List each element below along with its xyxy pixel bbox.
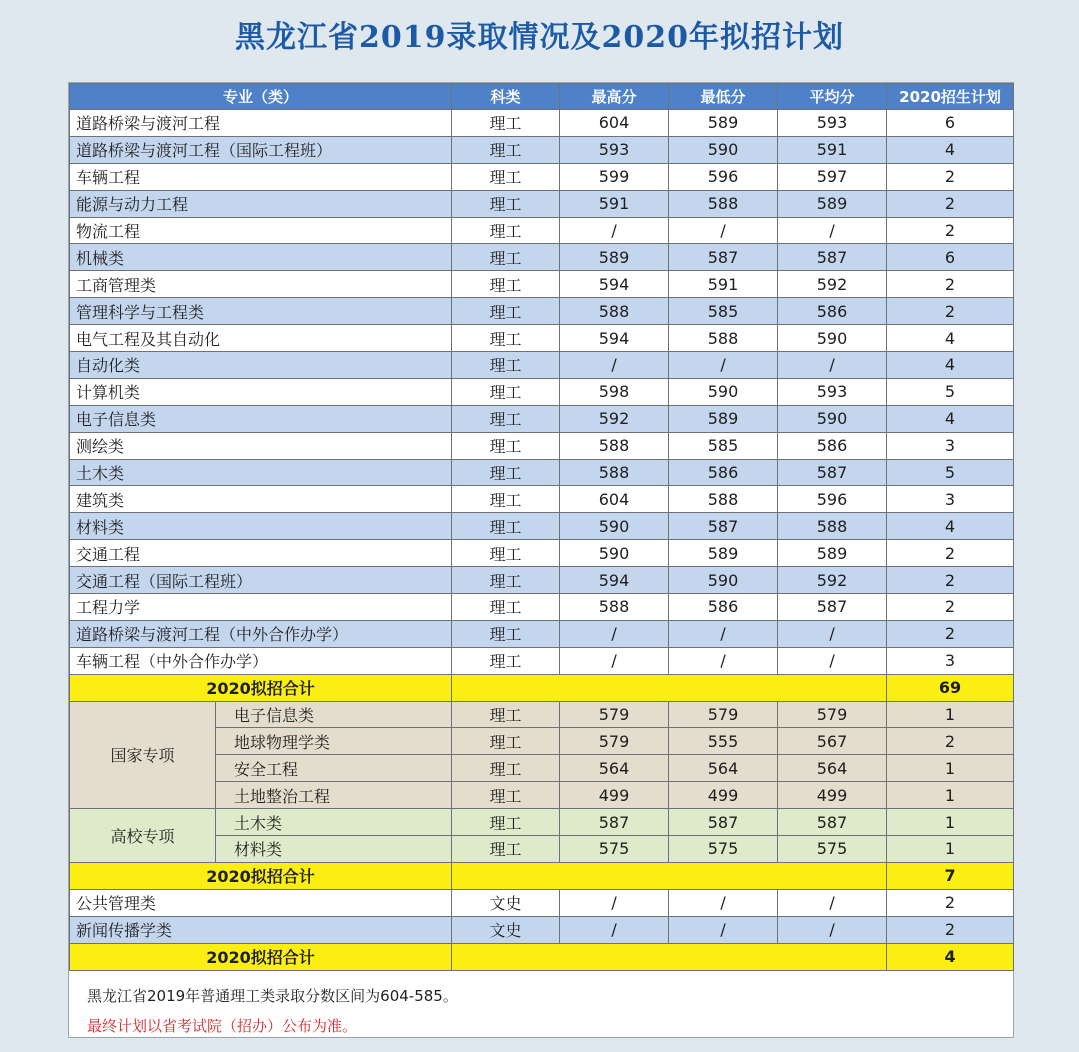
cell-plan: 2 [887, 889, 1014, 916]
cell-type: 理工 [452, 513, 560, 540]
cell-avg: 592 [778, 567, 887, 594]
cell-plan: 2 [887, 217, 1014, 244]
cell-max: 599 [560, 163, 669, 190]
cell-min: 589 [669, 110, 778, 137]
cell-major: 电气工程及其自动化 [70, 325, 452, 352]
cell-major: 材料类 [216, 836, 452, 863]
table-row [70, 567, 1014, 594]
table-row [70, 110, 1014, 137]
table-row [70, 701, 1014, 728]
cell-avg: / [778, 352, 887, 379]
page-title: 黑龙江省2019录取情况及2020年拟招计划 [235, 20, 844, 55]
cell-avg: 587 [778, 459, 887, 486]
cell-major: 土木类 [70, 459, 452, 486]
cell-avg: / [778, 916, 887, 943]
cell-max: 604 [560, 486, 669, 513]
table-header-row [70, 84, 1014, 110]
cell-type: 理工 [452, 110, 560, 137]
table-row [70, 244, 1014, 271]
cell-plan: 5 [887, 459, 1014, 486]
cell-type: 理工 [452, 217, 560, 244]
table-row [70, 889, 1014, 916]
cell-min: 588 [669, 190, 778, 217]
cell-avg: 499 [778, 782, 887, 809]
cell-max: 579 [560, 728, 669, 755]
total-blank [452, 674, 887, 701]
cell-min: / [669, 352, 778, 379]
cell-major: 土木类 [216, 809, 452, 836]
cell-plan: 1 [887, 836, 1014, 863]
cell-type: 理工 [452, 190, 560, 217]
cell-type: 理工 [452, 298, 560, 325]
cell-min: 590 [669, 136, 778, 163]
total-value: 69 [887, 674, 1014, 701]
cell-avg: 586 [778, 432, 887, 459]
table-row [70, 647, 1014, 674]
cell-avg: 590 [778, 325, 887, 352]
cell-max: / [560, 889, 669, 916]
cell-type: 理工 [452, 567, 560, 594]
table-row [70, 809, 1014, 836]
table-row [70, 271, 1014, 298]
total-row [70, 862, 1014, 889]
cell-major: 地球物理学类 [216, 728, 452, 755]
table-row [70, 459, 1014, 486]
table-row [70, 486, 1014, 513]
cell-plan: 2 [887, 916, 1014, 943]
cell-min: 587 [669, 244, 778, 271]
cell-type: 理工 [452, 459, 560, 486]
cell-type: 理工 [452, 432, 560, 459]
cell-major: 交通工程 [70, 540, 452, 567]
cell-min: 587 [669, 809, 778, 836]
cell-plan: 1 [887, 701, 1014, 728]
cell-avg: / [778, 647, 887, 674]
table-body [70, 110, 1014, 971]
note-score-range: 黑龙江省2019年普通理工类录取分数区间为604-585。 [87, 986, 458, 1005]
cell-min: 586 [669, 594, 778, 621]
cell-max: 499 [560, 782, 669, 809]
cell-plan: 3 [887, 486, 1014, 513]
cell-avg: / [778, 889, 887, 916]
cell-min: / [669, 916, 778, 943]
cell-min: / [669, 620, 778, 647]
cell-avg: 589 [778, 190, 887, 217]
cell-min: 590 [669, 567, 778, 594]
cell-min: / [669, 889, 778, 916]
cell-max: 564 [560, 755, 669, 782]
cell-max: / [560, 352, 669, 379]
cell-max: 592 [560, 405, 669, 432]
table-row [70, 163, 1014, 190]
cell-major: 土地整治工程 [216, 782, 452, 809]
cell-max: 589 [560, 244, 669, 271]
notes [69, 971, 1013, 1051]
table-row [70, 513, 1014, 540]
cell-plan: 4 [887, 325, 1014, 352]
cell-type: 理工 [452, 728, 560, 755]
cell-major: 公共管理类 [70, 889, 452, 916]
cell-major: 机械类 [70, 244, 452, 271]
cell-type: 理工 [452, 163, 560, 190]
cell-type: 理工 [452, 620, 560, 647]
total-label: 2020拟招合计 [70, 862, 452, 889]
cell-max: 588 [560, 298, 669, 325]
group-college-label: 高校专项 [70, 809, 216, 863]
cell-plan: 3 [887, 647, 1014, 674]
cell-max: 590 [560, 540, 669, 567]
cell-plan: 2 [887, 567, 1014, 594]
cell-avg: 586 [778, 298, 887, 325]
cell-min: 564 [669, 755, 778, 782]
cell-avg: 591 [778, 136, 887, 163]
cell-type: 理工 [452, 755, 560, 782]
cell-avg: / [778, 620, 887, 647]
cell-max: 591 [560, 190, 669, 217]
admission-sheet [68, 82, 1014, 1038]
table-row [70, 136, 1014, 163]
cell-type: 理工 [452, 647, 560, 674]
cell-avg: 593 [778, 110, 887, 137]
cell-max: 588 [560, 459, 669, 486]
cell-major: 安全工程 [216, 755, 452, 782]
header-plan: 2020招生计划 [887, 84, 1014, 110]
cell-major: 电子信息类 [70, 405, 452, 432]
cell-min: 589 [669, 405, 778, 432]
cell-major: 交通工程（国际工程班） [70, 567, 452, 594]
cell-plan: 5 [887, 378, 1014, 405]
table-row [70, 405, 1014, 432]
cell-avg: 579 [778, 701, 887, 728]
cell-plan: 2 [887, 163, 1014, 190]
table-row [70, 594, 1014, 621]
cell-max: 575 [560, 836, 669, 863]
cell-plan: 2 [887, 298, 1014, 325]
admission-table [69, 83, 1014, 971]
cell-avg: 592 [778, 271, 887, 298]
cell-type: 理工 [452, 405, 560, 432]
cell-avg: 564 [778, 755, 887, 782]
cell-type: 理工 [452, 836, 560, 863]
cell-major: 工程力学 [70, 594, 452, 621]
group-national-label: 国家专项 [70, 701, 216, 809]
cell-plan: 3 [887, 432, 1014, 459]
cell-plan: 2 [887, 190, 1014, 217]
cell-major: 测绘类 [70, 432, 452, 459]
cell-max: / [560, 217, 669, 244]
header-min: 最低分 [669, 84, 778, 110]
cell-plan: 1 [887, 755, 1014, 782]
total-label: 2020拟招合计 [70, 943, 452, 970]
cell-min: 586 [669, 459, 778, 486]
cell-major: 车辆工程 [70, 163, 452, 190]
cell-type: 理工 [452, 594, 560, 621]
cell-max: / [560, 916, 669, 943]
cell-min: 587 [669, 513, 778, 540]
cell-type: 理工 [452, 701, 560, 728]
cell-plan: 4 [887, 513, 1014, 540]
cell-major: 自动化类 [70, 352, 452, 379]
cell-min: 585 [669, 432, 778, 459]
total-row [70, 674, 1014, 701]
cell-min: 575 [669, 836, 778, 863]
cell-plan: 2 [887, 620, 1014, 647]
cell-major: 工商管理类 [70, 271, 452, 298]
cell-min: 588 [669, 325, 778, 352]
cell-avg: 587 [778, 244, 887, 271]
table-row [70, 620, 1014, 647]
cell-min: / [669, 217, 778, 244]
table-row [70, 325, 1014, 352]
cell-min: 588 [669, 486, 778, 513]
cell-major: 新闻传播学类 [70, 916, 452, 943]
cell-type: 文史 [452, 916, 560, 943]
cell-max: 587 [560, 809, 669, 836]
table-row [70, 378, 1014, 405]
total-row [70, 943, 1014, 970]
cell-min: 596 [669, 163, 778, 190]
cell-plan: 2 [887, 594, 1014, 621]
cell-min: 589 [669, 540, 778, 567]
cell-max: 594 [560, 567, 669, 594]
cell-min: / [669, 647, 778, 674]
cell-avg: 567 [778, 728, 887, 755]
cell-major: 材料类 [70, 513, 452, 540]
cell-type: 理工 [452, 540, 560, 567]
cell-type: 理工 [452, 486, 560, 513]
cell-min: 591 [669, 271, 778, 298]
cell-min: 555 [669, 728, 778, 755]
cell-avg: 589 [778, 540, 887, 567]
cell-plan: 6 [887, 244, 1014, 271]
header-max: 最高分 [560, 84, 669, 110]
table-row [70, 432, 1014, 459]
cell-major: 电子信息类 [216, 701, 452, 728]
cell-major: 车辆工程（中外合作办学） [70, 647, 452, 674]
cell-max: 594 [560, 325, 669, 352]
cell-type: 文史 [452, 889, 560, 916]
cell-major: 管理科学与工程类 [70, 298, 452, 325]
cell-type: 理工 [452, 244, 560, 271]
cell-max: 604 [560, 110, 669, 137]
cell-plan: 4 [887, 136, 1014, 163]
cell-type: 理工 [452, 325, 560, 352]
cell-type: 理工 [452, 271, 560, 298]
total-value: 4 [887, 943, 1014, 970]
cell-min: 499 [669, 782, 778, 809]
cell-type: 理工 [452, 378, 560, 405]
cell-plan: 6 [887, 110, 1014, 137]
header-avg: 平均分 [778, 84, 887, 110]
cell-max: 588 [560, 432, 669, 459]
cell-avg: 588 [778, 513, 887, 540]
cell-type: 理工 [452, 782, 560, 809]
cell-major: 计算机类 [70, 378, 452, 405]
cell-type: 理工 [452, 352, 560, 379]
cell-max: 588 [560, 594, 669, 621]
total-value: 7 [887, 862, 1014, 889]
cell-max: 590 [560, 513, 669, 540]
header-type: 科类 [452, 84, 560, 110]
cell-plan: 2 [887, 728, 1014, 755]
cell-plan: 1 [887, 809, 1014, 836]
cell-max: / [560, 620, 669, 647]
cell-min: 585 [669, 298, 778, 325]
table-row [70, 540, 1014, 567]
cell-max: 594 [560, 271, 669, 298]
cell-plan: 4 [887, 405, 1014, 432]
cell-avg: 593 [778, 378, 887, 405]
cell-avg: 590 [778, 405, 887, 432]
cell-max: 598 [560, 378, 669, 405]
total-blank [452, 943, 887, 970]
cell-plan: 2 [887, 271, 1014, 298]
table-row [70, 916, 1014, 943]
cell-avg: / [778, 217, 887, 244]
cell-type: 理工 [452, 136, 560, 163]
table-row [70, 217, 1014, 244]
cell-avg: 596 [778, 486, 887, 513]
total-label: 2020拟招合计 [70, 674, 452, 701]
cell-major: 道路桥梁与渡河工程（国际工程班） [70, 136, 452, 163]
cell-avg: 575 [778, 836, 887, 863]
total-blank [452, 862, 887, 889]
table-row [70, 352, 1014, 379]
cell-major: 能源与动力工程 [70, 190, 452, 217]
cell-max: 593 [560, 136, 669, 163]
note-final-plan: 最终计划以省考试院（招办）公布为准。 [87, 1016, 358, 1035]
cell-min: 579 [669, 701, 778, 728]
table-row [70, 298, 1014, 325]
cell-major: 建筑类 [70, 486, 452, 513]
cell-max: / [560, 647, 669, 674]
cell-type: 理工 [452, 809, 560, 836]
cell-max: 579 [560, 701, 669, 728]
cell-plan: 4 [887, 352, 1014, 379]
cell-plan: 2 [887, 540, 1014, 567]
cell-avg: 597 [778, 163, 887, 190]
cell-avg: 587 [778, 594, 887, 621]
table-row [70, 190, 1014, 217]
cell-major: 道路桥梁与渡河工程（中外合作办学） [70, 620, 452, 647]
cell-min: 590 [669, 378, 778, 405]
cell-avg: 587 [778, 809, 887, 836]
cell-major: 道路桥梁与渡河工程 [70, 110, 452, 137]
cell-plan: 1 [887, 782, 1014, 809]
cell-major: 物流工程 [70, 217, 452, 244]
header-major: 专业（类） [70, 84, 452, 110]
